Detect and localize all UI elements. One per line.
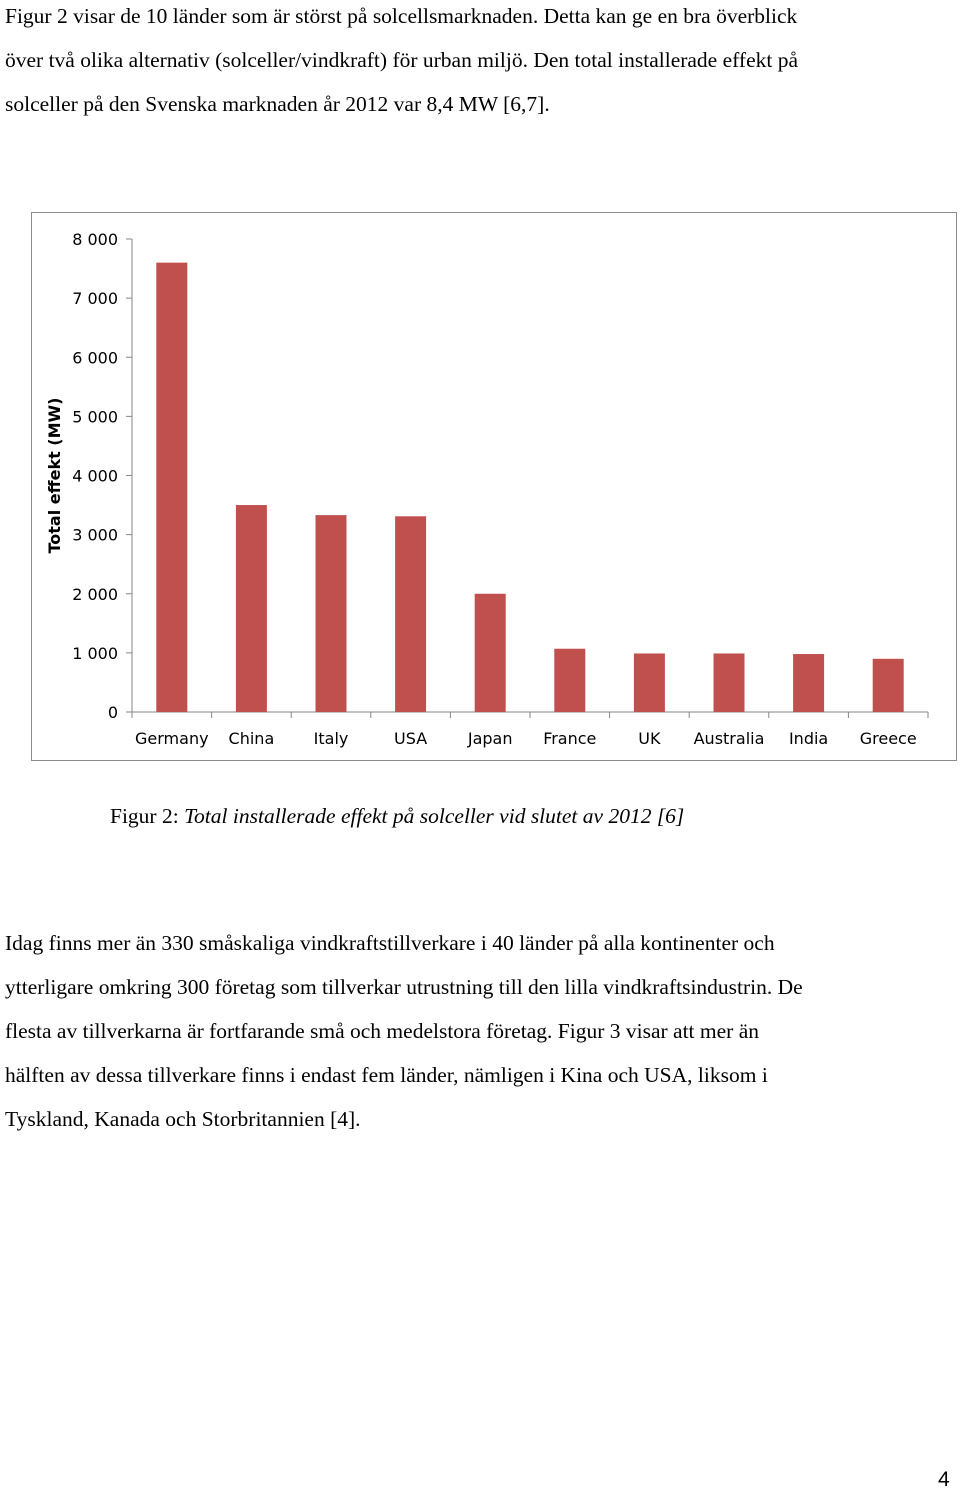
bar-uk xyxy=(634,653,665,712)
caption-title: Total installerade effekt på solceller vid slutet av 2012 [6] xyxy=(184,804,685,828)
intro-line: solceller på den Svenska marknaden år 2012 var 8,4 MW [6,7]. xyxy=(5,92,550,116)
body-line: hälften av dessa tillverkare finns i endast fem länder, nämligen i Kina och USA, liksom i xyxy=(5,1063,768,1087)
body-line: ytterligare omkring 300 företag som tillverkar utrustning till den lilla vindkraftsindustrin. De xyxy=(5,975,803,999)
y-tick-label: 3 000 xyxy=(72,525,118,545)
bar-greece xyxy=(873,659,904,712)
y-axis-title: Total effekt (MW) xyxy=(45,397,64,554)
bar-india xyxy=(793,654,824,712)
bar-australia xyxy=(714,653,745,712)
y-tick-label: 5 000 xyxy=(72,407,118,427)
caption-label: Figur 2: xyxy=(110,804,179,828)
y-tick-label: 8 000 xyxy=(72,230,118,249)
bar-japan xyxy=(475,594,506,712)
y-tick-label: 0 xyxy=(107,703,118,722)
intro-paragraph xyxy=(5,0,950,126)
y-tick-label: 2 000 xyxy=(72,584,118,604)
bar-chart xyxy=(32,213,956,760)
x-tick-label: Germany xyxy=(135,729,209,748)
y-tick-label: 4 000 xyxy=(72,466,118,486)
x-tick-label: Australia xyxy=(693,729,765,748)
body-line: Tyskland, Kanada och Storbritannien [4]. xyxy=(5,1107,361,1131)
bar-italy xyxy=(316,515,347,712)
body-paragraph xyxy=(5,921,950,1141)
body-line: Idag finns mer än 330 småskaliga vindkraftstillverkare i 40 länder på alla kontinenter och xyxy=(5,931,775,955)
x-tick-label: India xyxy=(788,729,829,748)
bar-usa xyxy=(395,516,426,712)
bar-china xyxy=(236,505,267,712)
intro-line: över två olika alternativ (solceller/vindkraft) för urban miljö. Den total installerade effekt på xyxy=(5,48,799,72)
intro-line: Figur 2 visar de 10 länder som är störst på solcellsmarknaden. Detta kan ge en bra överblick xyxy=(5,4,798,28)
body-line: flesta av tillverkarna är fortfarande små och medelstora företag. Figur 3 visar att mer än xyxy=(5,1019,759,1043)
x-tick-label: Japan xyxy=(467,729,513,748)
page-number: 4 xyxy=(938,1468,950,1491)
y-tick-label: 6 000 xyxy=(72,348,118,368)
x-tick-label: Italy xyxy=(313,729,349,748)
x-tick-label: USA xyxy=(394,729,428,748)
figure-caption xyxy=(110,796,684,836)
bar-france xyxy=(554,649,585,712)
bar-germany xyxy=(156,263,187,712)
y-tick-label: 1 000 xyxy=(72,643,118,663)
x-tick-label: UK xyxy=(638,729,661,748)
x-tick-label: Greece xyxy=(859,729,917,748)
x-tick-label: China xyxy=(228,729,275,748)
x-tick-label: France xyxy=(543,729,597,748)
y-tick-label: 7 000 xyxy=(72,289,118,309)
chart-frame xyxy=(31,212,957,761)
